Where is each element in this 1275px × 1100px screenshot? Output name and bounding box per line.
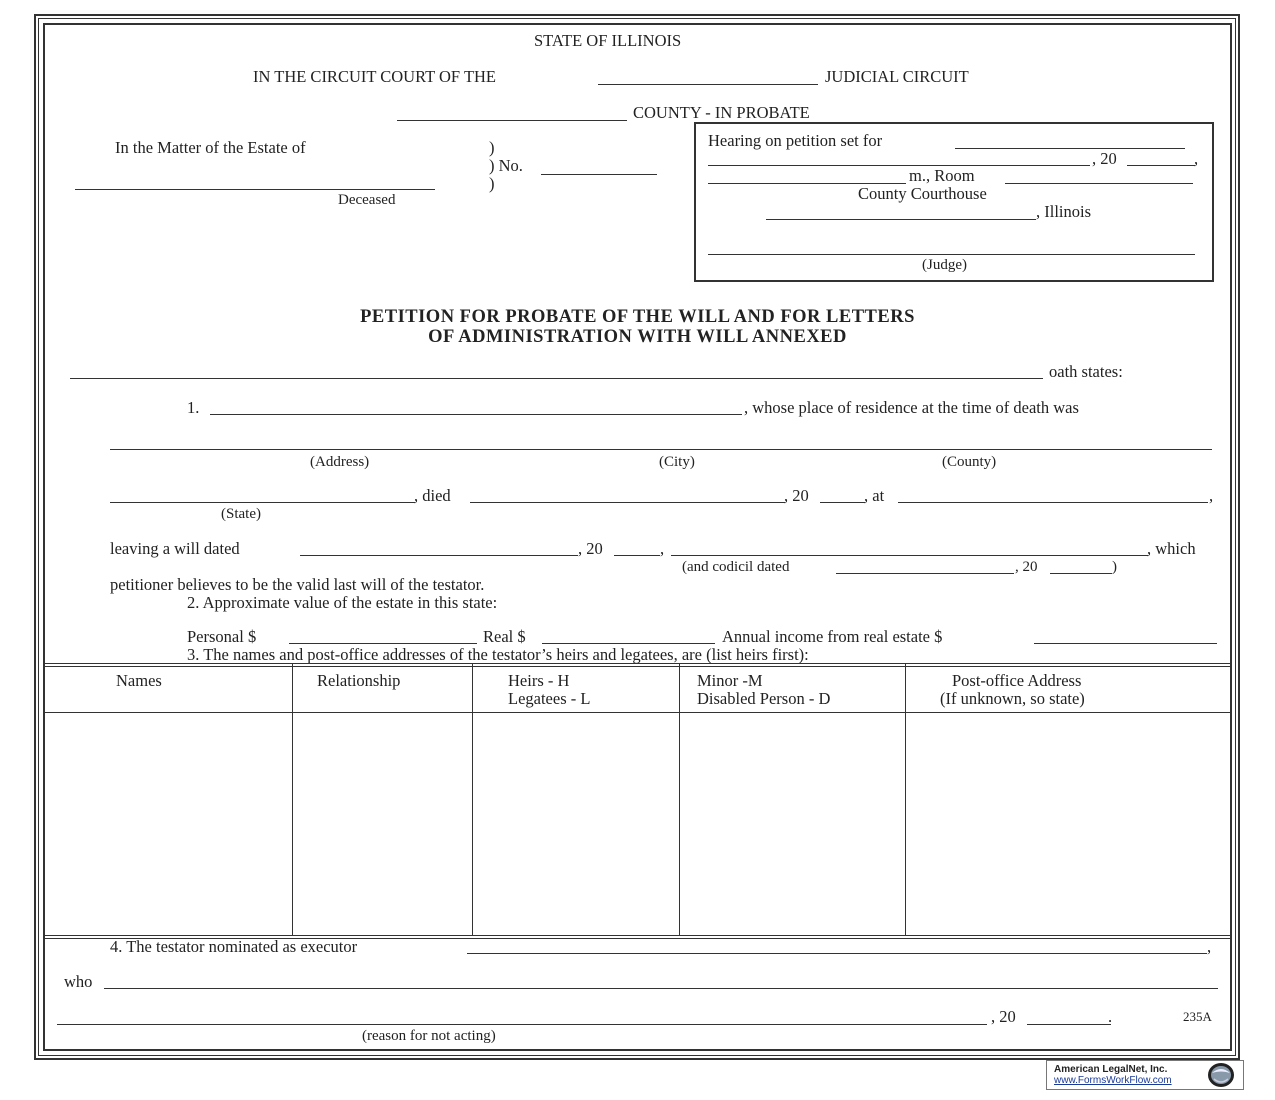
will-year-label: , 20	[578, 539, 603, 558]
petitioner-name-field[interactable]	[70, 378, 1043, 379]
table-cell-names[interactable]	[45, 714, 291, 934]
annual-income-label: Annual income from real estate $	[722, 627, 943, 646]
col-header-minor: Minor -M	[697, 671, 763, 690]
col-header-address: Post-office Address	[952, 671, 1082, 690]
will-year-comma: ,	[660, 539, 665, 558]
col-header-legatees: Legatees - L	[508, 689, 591, 708]
footer-url-link[interactable]: www.FormsWorkFlow.com	[1054, 1075, 1172, 1086]
deceased-label: Deceased	[338, 192, 396, 208]
codicil-year-label: , 20	[1015, 559, 1038, 575]
table-top-border	[43, 663, 1232, 664]
globe-icon	[1206, 1061, 1236, 1089]
caption-paren-3: )	[489, 174, 495, 193]
form-number: 235A	[1183, 1009, 1212, 1024]
col-header-disabled: Disabled Person - D	[697, 689, 831, 708]
personal-value-field[interactable]	[289, 643, 477, 644]
table-col-divider	[679, 663, 680, 936]
will-year-field[interactable]	[614, 555, 660, 556]
state-heading: STATE OF ILLINOIS	[534, 31, 682, 50]
item-1-text: , whose place of residence at the time of death was	[744, 398, 1079, 417]
table-top-border-inner	[45, 666, 1230, 667]
hearing-room-field[interactable]	[1005, 183, 1193, 184]
judge-label: (Judge)	[922, 257, 967, 273]
case-no-field[interactable]	[541, 174, 657, 175]
city-label: (City)	[659, 454, 695, 470]
caption-paren-1: )	[489, 138, 495, 157]
death-year-field[interactable]	[820, 502, 865, 503]
real-value-field[interactable]	[542, 643, 715, 644]
judicial-circuit-field[interactable]	[598, 84, 818, 85]
which-label: , which	[1147, 539, 1196, 558]
col-header-heirs: Heirs - H	[508, 671, 570, 690]
col-header-names: Names	[116, 671, 162, 690]
residence-field[interactable]	[110, 449, 1212, 450]
hearing-year-label: , 20	[1092, 149, 1117, 168]
death-year-label: , 20	[784, 486, 809, 505]
petitioner-belief-text: petitioner believes to be the valid last will of the testator.	[110, 575, 485, 594]
hearing-date-field[interactable]	[955, 148, 1185, 149]
residence-state-field[interactable]	[110, 502, 415, 503]
county-suffix: COUNTY - IN PROBATE	[633, 103, 810, 122]
codicil-year-field[interactable]	[1050, 573, 1112, 574]
reason-year-label: , 20	[991, 1007, 1016, 1026]
courthouse-label: County Courthouse	[858, 184, 987, 203]
table-col-divider	[292, 663, 293, 936]
reason-field[interactable]	[57, 1024, 987, 1025]
will-dated-label: leaving a will dated	[110, 539, 240, 558]
death-date-field[interactable]	[470, 502, 785, 503]
hearing-county-field[interactable]	[766, 219, 1036, 220]
petition-title-line-2: OF ADMINISTRATION WITH WILL ANNEXED	[428, 327, 847, 347]
will-date-field[interactable]	[300, 555, 578, 556]
death-place-comma: ,	[1209, 486, 1214, 505]
codicil-label: (and codicil dated	[682, 559, 790, 575]
table-cell-heirs-legatees[interactable]	[474, 714, 678, 934]
item-1-number: 1.	[187, 398, 200, 417]
table-cell-minor-disabled[interactable]	[681, 714, 904, 934]
petition-title-line-1: PETITION FOR PROBATE OF THE WILL AND FOR LETTERS	[360, 307, 915, 327]
illinois-label: , Illinois	[1036, 202, 1092, 221]
table-header-divider	[43, 712, 1232, 713]
address-label: (Address)	[310, 454, 370, 470]
executor-status-field[interactable]	[104, 988, 1218, 989]
decedent-name-field[interactable]	[75, 189, 435, 190]
annual-income-field[interactable]	[1034, 643, 1217, 644]
case-no-label: ) No.	[489, 156, 523, 175]
reason-label: (reason for not acting)	[362, 1028, 496, 1044]
table-col-divider	[905, 663, 906, 936]
death-place-field[interactable]	[898, 502, 1208, 503]
reason-period: .	[1108, 1007, 1113, 1026]
court-prefix: IN THE CIRCUIT COURT OF THE	[253, 67, 497, 86]
court-suffix: JUDICIAL CIRCUIT	[825, 67, 969, 86]
hearing-year-comma: ,	[1194, 149, 1199, 168]
codicil-field[interactable]	[671, 555, 1148, 556]
testator-name-field[interactable]	[210, 414, 742, 415]
executor-comma: ,	[1207, 937, 1212, 956]
table-cell-address[interactable]	[907, 714, 1231, 934]
county-field[interactable]	[397, 120, 627, 121]
col-header-address-note: (If unknown, so state)	[940, 689, 1085, 708]
hearing-date-field-2[interactable]	[708, 165, 1090, 166]
table-cell-relationship[interactable]	[294, 714, 471, 934]
personal-label: Personal $	[187, 627, 257, 646]
codicil-close-paren: )	[1112, 559, 1117, 575]
oath-label: oath states:	[1049, 362, 1123, 381]
table-bottom-border	[43, 935, 1232, 936]
hearing-year-field[interactable]	[1127, 165, 1195, 166]
county-label: (County)	[942, 454, 997, 470]
died-label: , died	[414, 486, 451, 505]
judge-signature-field[interactable]	[708, 254, 1195, 255]
table-col-divider	[472, 663, 473, 936]
reason-year-field[interactable]	[1027, 1024, 1111, 1025]
hearing-time-room-label: m., Room	[909, 166, 975, 185]
real-label: Real $	[483, 627, 526, 646]
executor-field[interactable]	[467, 953, 1207, 954]
hearing-label: Hearing on petition set for	[708, 131, 883, 150]
state-label: (State)	[221, 506, 261, 522]
col-header-relationship: Relationship	[317, 671, 401, 690]
codicil-date-field[interactable]	[836, 573, 1014, 574]
item-4-text: 4. The testator nominated as executor	[110, 937, 358, 956]
who-label: who	[64, 972, 93, 991]
death-at-label: , at	[864, 486, 885, 505]
estate-matter-label: In the Matter of the Estate of	[115, 138, 306, 157]
item-2-text: 2. Approximate value of the estate in this state:	[187, 593, 498, 612]
item-3-text: 3. The names and post-office addresses of the testator’s heirs and legatees, are (list heirs first):	[187, 645, 809, 664]
footer-company: American LegalNet, Inc.	[1054, 1064, 1168, 1075]
